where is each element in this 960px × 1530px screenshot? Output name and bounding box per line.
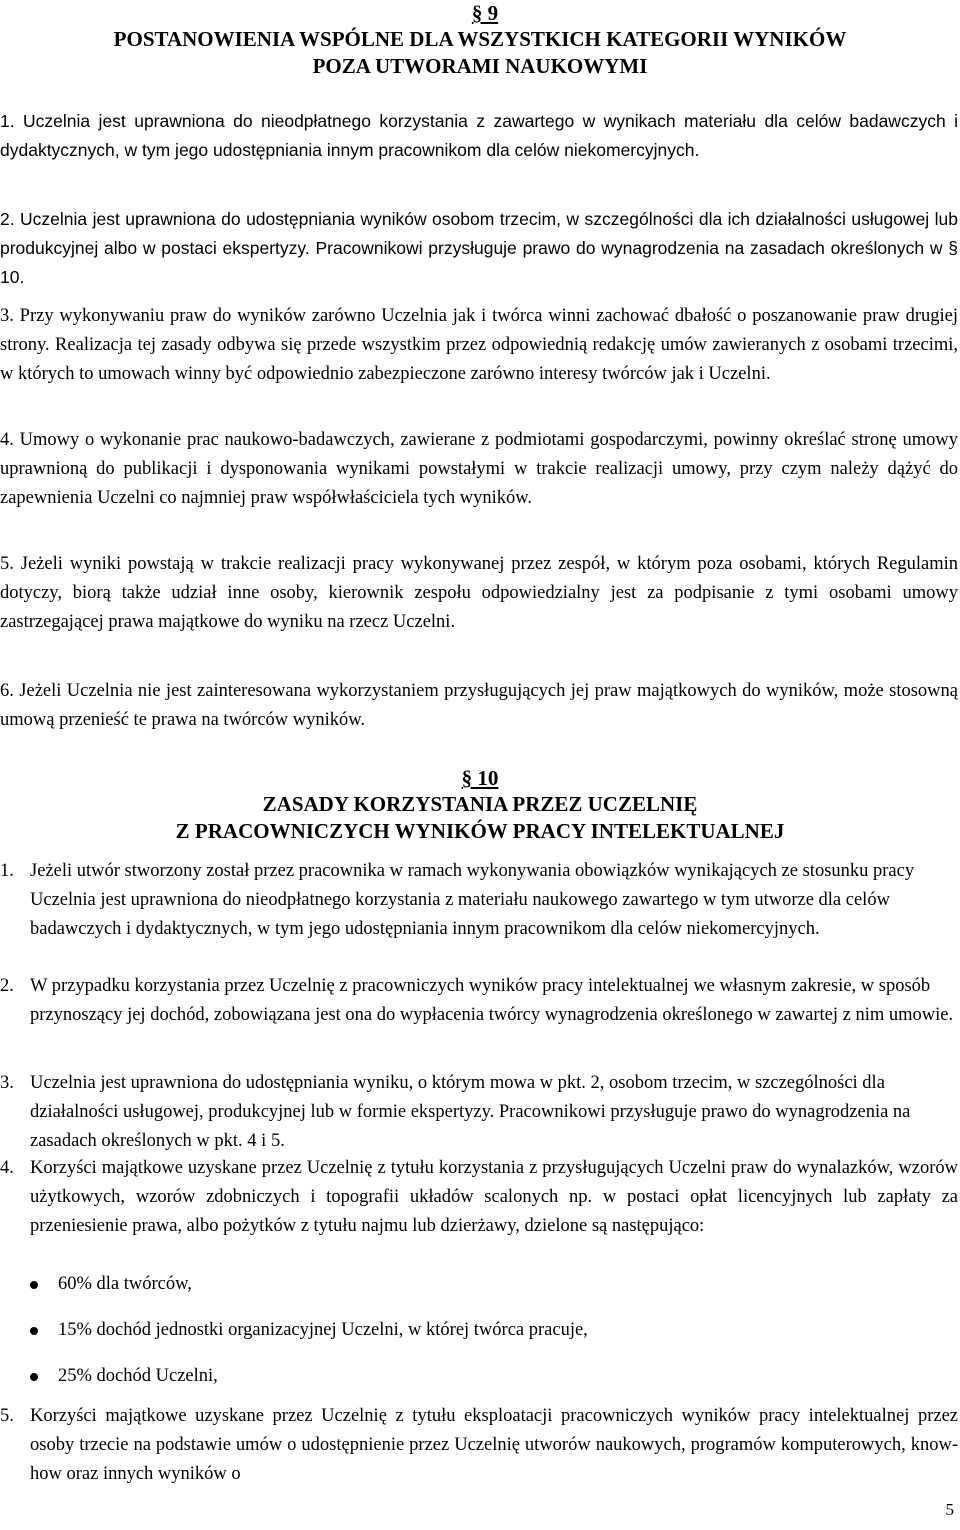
section-title: ZASADY KORZYSTANIA PRZEZ UCZELNIĘ [262, 792, 698, 816]
bullet-icon [30, 1373, 38, 1381]
page-number: 5 [945, 1500, 954, 1519]
paragraph [0, 1402, 958, 1489]
paragraph-number: 4. [0, 430, 14, 450]
paragraph [0, 426, 958, 513]
paragraph [0, 857, 958, 944]
paragraph [0, 550, 958, 637]
paragraph-number: 2. [0, 209, 15, 229]
paragraph [0, 107, 958, 165]
paragraph-number: 3. [0, 306, 14, 326]
paragraph-text: Przy wykonywaniu praw do wyników zarówno Uczelnia jak i twórca winni zachować dbałość o poszanowanie praw drugiej strony. Realizacja tej zasady odbywa się przede wszystkim przez odpowiednią redakcję umów zawieranych z osobami trzecimi, w których to umowach winny być odpowiednio zabezpieczone zarówno interesy twórców jak i Uczelni. [0, 306, 958, 384]
paragraph-text: Korzyści majątkowe uzyskane przez Uczelnię z tytułu eksploatacji pracowniczych wyników pracy intelektualnej przez osoby trzecie na podstawie umów o udostępnienie przez Uczelnię utworów naukowych, programów komputerowych, know-how oraz innych wyników o [30, 1406, 958, 1484]
paragraph [0, 205, 958, 292]
paragraph-text: Jeżeli utwór stworzony został przez pracownika w ramach wykonywania obowiązków wynikających ze stosunku pracy Uczelnia jest uprawniona do nieodpłatnego korzystania z materiału naukowego zawartego w tym utworze dla celów badawczych i dydaktycznych, w tym jego udostępniania innym pracownikom dla celów niekomercyjnych. [30, 861, 915, 939]
paragraph-text: W przypadku korzystania przez Uczelnię z pracowniczych wyników pracy intelektualnej we własnym zakresie, w sposób przynoszący jej dochód, zobowiązana jest ona do wypłacenia twórcy wynagrodzenia określonego w zawartej z nim umowie. [30, 976, 954, 1025]
paragraph-text: Uczelnia jest uprawniona do udostępniania wyniku, o którym mowa w pkt. 2, osobom trzecim, w szczególności dla działalności usługowej, produkcyjnej lub w formie ekspertyzy. Pracownikowi przysługuje prawo do wynagrodzenia na zasadach określonych w pkt. 4 i 5. [30, 1073, 911, 1151]
paragraph-text: Uczelnia jest uprawniona do nieodpłatnego korzystania z zawartego w wynikach materiału dla celów badawczych i dydaktycznych, w tym jego udostępniania innym pracownikom dla celów niekomercyjnych. [0, 111, 958, 160]
paragraph [0, 302, 958, 389]
distribution-list [0, 1270, 958, 1391]
paragraph-number: 4. [0, 1158, 14, 1178]
list-item: 60% dla twórców, [0, 1270, 958, 1299]
list-item: 25% dochód Uczelni, [0, 1362, 958, 1391]
paragraph-number: 1. [0, 861, 14, 881]
paragraph [0, 1069, 958, 1156]
section-10-heading [0, 765, 960, 845]
paragraph-number: 6. [0, 681, 14, 701]
paragraph-number: 1. [0, 111, 15, 131]
paragraph-text: Jeżeli wyniki powstają w trakcie realizacji pracy wykonywanej przez zespół, w którym poza osobami, których Regulamin dotyczy, biorą także udział inne osoby, kierownik zespołu odpowiedzialny jest za podpisanie z tymi osobami umowy zastrzegającej prawa majątkowe do wyniku na rzecz Uczelni. [0, 554, 958, 632]
paragraph [0, 677, 958, 735]
paragraph-number: 5. [0, 554, 14, 574]
section-9-heading [0, 0, 960, 80]
paragraph-text: Umowy o wykonanie prac naukowo-badawczych, zawierane z podmiotami gospodarczymi, powinny określać stronę umowy uprawnioną do publikacji i dysponowania wynikami powstałymi w trakcie realizacji umowy, przy czym należy dążyć do zapewnienia Uczelni co najmniej praw współwłaściciela tych wyników. [0, 430, 958, 508]
paragraph-text: Uczelnia jest uprawniona do udostępniania wyników osobom trzecim, w szczególności dla ich działalności usługowej lub produkcyjnej albo w postaci ekspertyzy. Pracownikowi przysługuje prawo do wynagrodzenia na zasadach określonych w § 10. [0, 209, 958, 287]
paragraph-text: Korzyści majątkowe uzyskane przez Uczelnię z tytułu korzystania z przysługujących Uczelni praw do wynalazków, wzorów użytkowych, wzorów zdobniczych i topografii układów scalonych np. w postaci opłat licencyjnych lub zapłaty za przeniesienie prawa, albo pożytków z tytułu najmu lub dzierżawy, dzielone są następująco: [30, 1158, 958, 1236]
paragraph [0, 972, 958, 1030]
bullet-icon [30, 1327, 38, 1335]
section-title: Z PRACOWNICZYCH WYNIKÓW PRACY INTELEKTUALNEJ [175, 819, 785, 843]
paragraph-text: Jeżeli Uczelnia nie jest zainteresowana wykorzystaniem przysługujących jej praw majątkowych do wyników, może stosowną umową przenieść te prawa na twórców wyników. [0, 681, 958, 730]
list-item: 15% dochód jednostki organizacyjnej Uczelni, w której twórca pracuje, [0, 1316, 958, 1345]
section-title: POSTANOWIENIA WSPÓLNE DLA WSZYSTKICH KATEGORII WYNIKÓW [113, 27, 847, 51]
section-number: § 10 [461, 766, 499, 790]
paragraph-number: 3. [0, 1073, 14, 1093]
section-title: POZA UTWORAMI NAUKOWYMI [312, 54, 648, 78]
bullet-icon [30, 1281, 38, 1289]
paragraph-number: 2. [0, 976, 14, 996]
section-number: § 9 [471, 1, 499, 25]
paragraph-number: 5. [0, 1406, 14, 1426]
paragraph [0, 1154, 958, 1241]
